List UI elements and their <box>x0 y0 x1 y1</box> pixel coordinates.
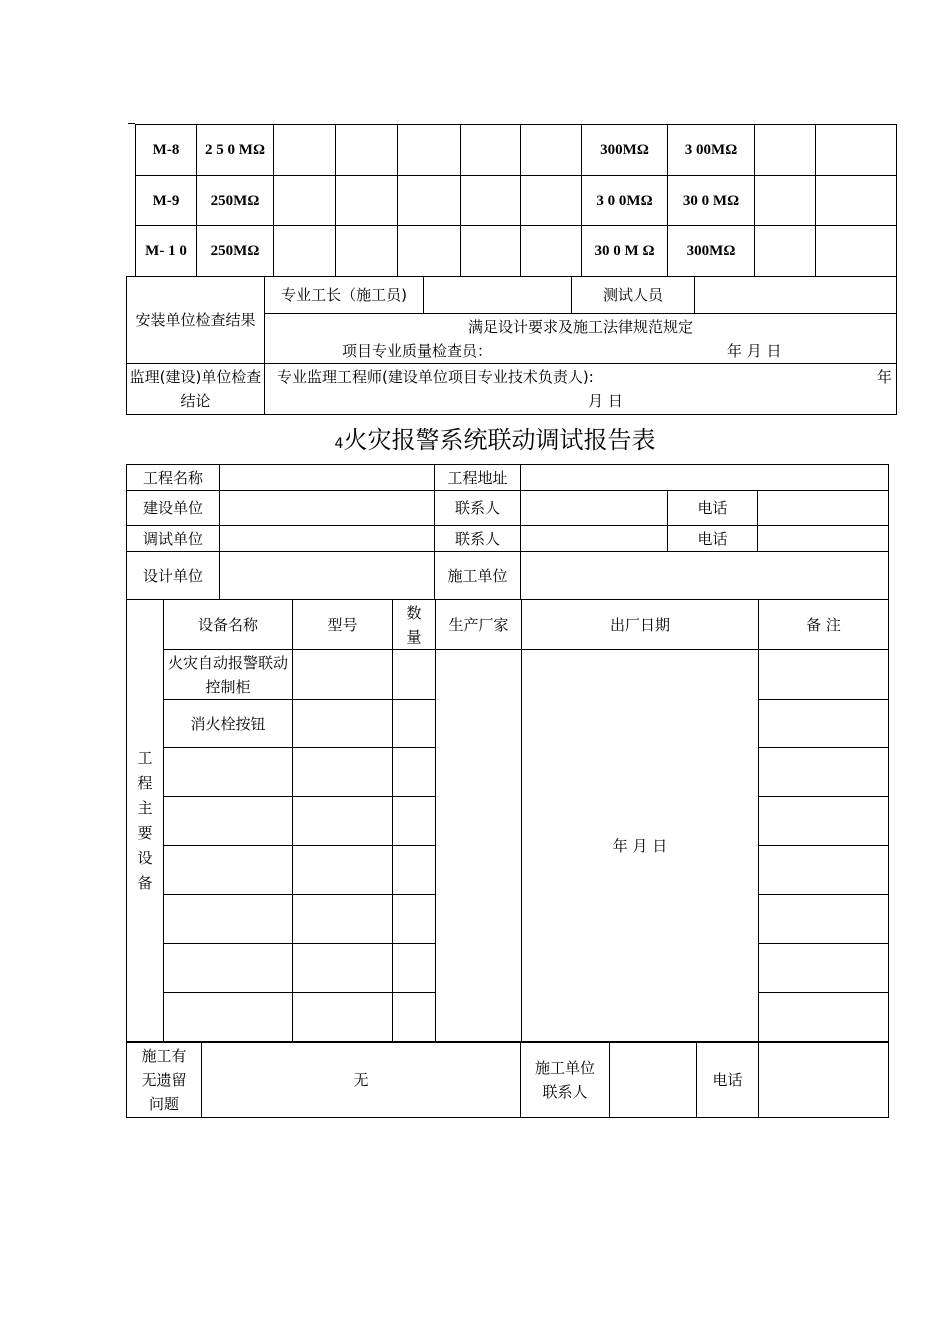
empty-cell <box>398 176 461 226</box>
model-cell <box>293 993 393 1042</box>
remarks-cell <box>759 944 889 993</box>
empty-cell <box>336 176 398 226</box>
empty-cell <box>755 226 816 277</box>
unit-contact-label <box>521 1043 610 1118</box>
design-unit-label: 设计单位 <box>127 552 220 600</box>
title-text: 火灾报警系统联动调试报告表 <box>343 426 656 454</box>
contact-label: 联系人 <box>435 526 521 552</box>
builder-value <box>220 491 435 526</box>
issues-value: 无 <box>202 1043 521 1118</box>
header-model: 型号 <box>293 600 393 650</box>
equipment-name <box>164 846 293 895</box>
empty-cell <box>755 176 816 226</box>
quantity-cell <box>393 895 436 944</box>
phone-value <box>758 491 889 526</box>
quantity-cell <box>393 700 436 748</box>
measured-value: 3 00MΩ <box>668 125 755 176</box>
equipment-name: 火灾自动报警联动控制柜 <box>164 650 293 700</box>
tester-label: 测试人员 <box>572 277 695 314</box>
model-cell <box>293 650 393 700</box>
empty-cell <box>274 125 336 176</box>
equipment-name: 消火栓按钮 <box>164 700 293 748</box>
inspection-table <box>126 276 897 415</box>
issues-label <box>127 1043 202 1118</box>
debug-unit-value <box>220 526 435 552</box>
empty-cell <box>816 125 897 176</box>
equipment-name <box>164 993 293 1042</box>
empty-cell <box>461 226 521 277</box>
contact-label: 联系人 <box>435 491 521 526</box>
standard-value: 250MΩ <box>197 226 274 277</box>
equipment-name <box>164 944 293 993</box>
standard-value: 2 5 0 MΩ <box>197 125 274 176</box>
standard-value: 250MΩ <box>197 176 274 226</box>
supervision-label: 监理(建设)单位检查结论 <box>127 364 265 415</box>
header-quantity <box>393 600 436 650</box>
row-id: M- 1 0 <box>136 226 197 277</box>
unit-contact-text: 施工单位联系人 <box>534 1059 595 1101</box>
header-quantity-text: 数量 <box>406 603 422 646</box>
project-info-table <box>126 464 889 600</box>
phone-value <box>758 526 889 552</box>
empty-cell <box>274 226 336 277</box>
measured-value: 30 0 M Ω <box>582 226 668 277</box>
unit-contact-value <box>610 1043 697 1118</box>
construction-unit-value <box>521 552 889 600</box>
inspector-label: 项目专业质量检查员： <box>342 341 493 360</box>
table-row <box>127 650 889 700</box>
empty-cell <box>816 176 897 226</box>
row-id: M-9 <box>136 176 197 226</box>
model-cell <box>293 895 393 944</box>
model-cell <box>293 797 393 846</box>
equipment-name <box>164 748 293 797</box>
insulation-table <box>135 124 897 277</box>
remarks-cell <box>759 748 889 797</box>
equipment-name <box>164 797 293 846</box>
title-mark: 4 <box>334 436 344 452</box>
install-check-label: 安装单位检查结果 <box>127 277 265 364</box>
equipment-table <box>126 599 889 1042</box>
empty-cell <box>461 176 521 226</box>
construction-unit-label: 施工单位 <box>435 552 521 600</box>
footer-phone-label: 电话 <box>697 1043 759 1118</box>
footer-phone-value <box>759 1043 889 1118</box>
manufacture-date: 年 月 日 <box>522 650 759 1042</box>
supervision-month-day: 月 日 <box>588 392 623 410</box>
remarks-cell <box>759 846 889 895</box>
header-remarks: 备 注 <box>759 600 889 650</box>
tester-value <box>695 277 897 314</box>
remarks-cell <box>759 895 889 944</box>
measured-value: 300MΩ <box>582 125 668 176</box>
empty-cell <box>398 125 461 176</box>
remarks-cell <box>759 993 889 1042</box>
header-manufacturer: 生产厂家 <box>436 600 522 650</box>
page-title <box>0 420 950 464</box>
header-name: 设备名称 <box>164 600 293 650</box>
model-cell <box>293 944 393 993</box>
quantity-cell <box>393 993 436 1042</box>
row-id: M-8 <box>136 125 197 176</box>
supervision-year: 年 <box>876 368 892 386</box>
empty-cell <box>521 226 582 277</box>
quantity-cell <box>393 944 436 993</box>
builder-label: 建设单位 <box>127 491 220 526</box>
footer-table <box>126 1042 889 1118</box>
empty-cell <box>521 176 582 226</box>
issues-label-text: 施工有无遗留问题 <box>141 1047 187 1113</box>
empty-cell <box>755 125 816 176</box>
project-name-label: 工程名称 <box>127 465 220 491</box>
empty-cell <box>521 125 582 176</box>
project-name-value <box>220 465 435 491</box>
debug-unit-label: 调试单位 <box>127 526 220 552</box>
quantity-cell <box>393 650 436 700</box>
empty-cell <box>336 226 398 277</box>
empty-cell <box>274 176 336 226</box>
header-date: 出厂日期 <box>522 600 759 650</box>
measured-value: 300MΩ <box>668 226 755 277</box>
model-cell <box>293 748 393 797</box>
measured-value: 3 0 0MΩ <box>582 176 668 226</box>
phone-label: 电话 <box>668 491 758 526</box>
table-row <box>136 125 897 176</box>
empty-cell <box>398 226 461 277</box>
remarks-cell <box>759 650 889 700</box>
empty-cell <box>461 125 521 176</box>
quantity-cell <box>393 797 436 846</box>
engineer-label: 专业监理工程师(建设单位项目专业技术负责人): <box>277 368 594 386</box>
margin-tick <box>128 123 135 124</box>
model-cell <box>293 846 393 895</box>
contact-value <box>521 491 668 526</box>
table-row <box>136 176 897 226</box>
quantity-cell <box>393 748 436 797</box>
quantity-cell <box>393 846 436 895</box>
empty-cell <box>336 125 398 176</box>
design-unit-value <box>220 552 435 600</box>
manufacturer-cell <box>436 650 522 1042</box>
contact-value <box>521 526 668 552</box>
remarks-cell <box>759 700 889 748</box>
project-address-value <box>521 465 889 491</box>
equipment-name <box>164 895 293 944</box>
model-cell <box>293 700 393 748</box>
table-row <box>136 226 897 277</box>
inspection-date: 年 月 日 <box>727 341 782 360</box>
side-label-text: 工程主要设备 <box>137 748 153 892</box>
phone-label: 电话 <box>668 526 758 552</box>
conclusion-text: 满足设计要求及施工法律规范规定 <box>467 317 693 336</box>
remarks-cell <box>759 797 889 846</box>
project-address-label: 工程地址 <box>435 465 521 491</box>
measured-value: 30 0 MΩ <box>668 176 755 226</box>
empty-cell <box>816 226 897 277</box>
equipment-side-label <box>127 600 164 1042</box>
foreman-value <box>424 277 572 314</box>
foreman-label: 专业工长（施工员) <box>265 277 424 314</box>
